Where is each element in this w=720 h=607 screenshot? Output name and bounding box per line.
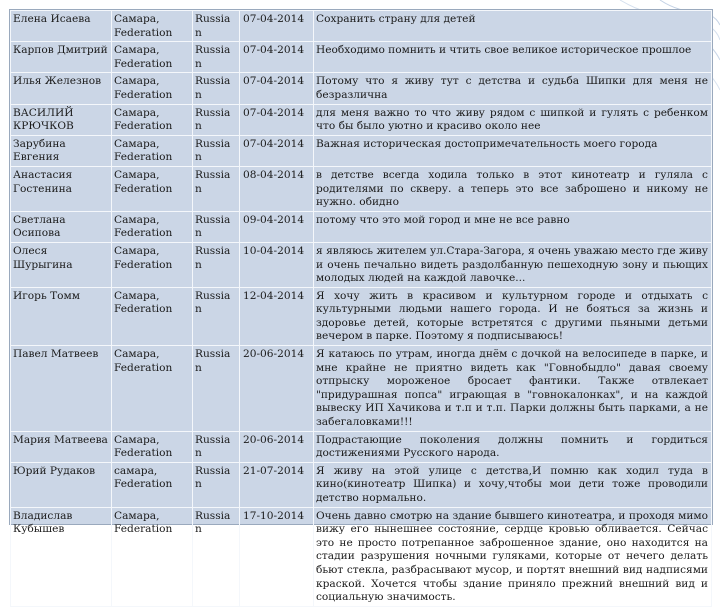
signer-comment: Потому что я живу тут с детства и судьба Шипки для меня не безразлична <box>314 73 712 104</box>
signatures-table <box>10 10 712 607</box>
table-row <box>11 73 712 104</box>
signature-date: 07-04-2014 <box>240 73 314 104</box>
table-row <box>11 346 712 432</box>
signer-country: Russian <box>193 287 240 345</box>
table-row <box>11 242 712 287</box>
signer-name: Владислав Кубышев <box>11 507 112 606</box>
signer-comment: Я хочу жить в красивом и культурном городе и отдыхать с культурными людьми нашего города. И не бояться за жизнь и здоровье детей, которые встретятся с другими пьяными детьми вечером в парке. Поэтому я подписываюсь! <box>314 287 712 345</box>
signer-city: Самара, Federation <box>112 211 193 242</box>
signer-name: Илья Железнов <box>11 73 112 104</box>
table-row <box>11 211 712 242</box>
signer-comment: Я живу на этой улице с детства,И помню как ходил туда в кино(кинотеатр Шипка) и хочу,чтобы мои дети тоже проводили детство нормально. <box>314 462 712 507</box>
table-row <box>11 431 712 462</box>
signer-country: Russian <box>193 346 240 432</box>
signer-city: Самара, Federation <box>112 346 193 432</box>
signer-comment: Важная историческая достопримечательность моего города <box>314 135 712 166</box>
signer-country: Russian <box>193 166 240 211</box>
signature-date: 08-04-2014 <box>240 166 314 211</box>
signer-country: Russian <box>193 431 240 462</box>
signer-city: Самара, Federation <box>112 42 193 73</box>
signer-city: самара, Federation <box>112 462 193 507</box>
signer-name: Павел Матвеев <box>11 346 112 432</box>
table-row <box>11 166 712 211</box>
signer-comment: для меня важно то что живу рядом с шипкой и гулять с ребенком что бы было уютно и красиво около нее <box>314 104 712 135</box>
signature-date: 10-04-2014 <box>240 242 314 287</box>
signer-country: Russian <box>193 211 240 242</box>
signer-name: Анастасия Гостенина <box>11 166 112 211</box>
signer-country: Russian <box>193 462 240 507</box>
signature-date: 07-04-2014 <box>240 104 314 135</box>
signer-name: ВАСИЛИЙ КРЮЧКОВ <box>11 104 112 135</box>
signer-country: Russian <box>193 73 240 104</box>
signer-name: Игорь Томм <box>11 287 112 345</box>
signer-city: Самара, Federation <box>112 507 193 606</box>
signature-date: 09-04-2014 <box>240 211 314 242</box>
signer-comment: в детстве всегда ходила только в этот кинотеатр и гуляла с родителями по скверу. а теперь это все заброшено и никому не нужно. обидно <box>314 166 712 211</box>
signer-country: Russian <box>193 242 240 287</box>
signer-city: Самара, Federation <box>112 73 193 104</box>
signatures-table-panel <box>9 9 713 604</box>
signer-name: Зарубина Евгения <box>11 135 112 166</box>
table-row <box>11 135 712 166</box>
signer-name: Юрий Рудаков <box>11 462 112 507</box>
table-row <box>11 507 712 606</box>
signer-country: Russian <box>193 104 240 135</box>
signer-comment: Очень давно смотрю на здание бывшего кинотеатра, и проходя мимо вижу его нынешнее состояние, сердце кровью обливается. Сейчас это не просто потрепанное заброшенное здание, оно находится на стадии разрушения ночными гуляками, которые от нечего делать бьют стекла, разбрасывают мусор, и портят внешний вид надписями краской. Хочется чтобы здание приняло прежний внешний вид и социальную значимость. <box>314 507 712 606</box>
signer-name: Елена Исаева <box>11 11 112 42</box>
table-row <box>11 42 712 73</box>
signer-comment: я являюсь жителем ул.Стара-Загора, я очень уважаю место где живу и очень печально видеть раздолбанную пешеходную зону и пьющих молодых людей на каждой лавочке... <box>314 242 712 287</box>
signature-date: 21-07-2014 <box>240 462 314 507</box>
signer-comment: потому что это мой город и мне не все равно <box>314 211 712 242</box>
signer-name: Олеся Шурыгина <box>11 242 112 287</box>
signer-country: Russian <box>193 507 240 606</box>
signature-date: 07-04-2014 <box>240 135 314 166</box>
signer-country: Russian <box>193 42 240 73</box>
signer-name: Карпов Дмитрий <box>11 42 112 73</box>
signer-city: Самара, Federation <box>112 135 193 166</box>
signature-date: 17-10-2014 <box>240 507 314 606</box>
table-row <box>11 11 712 42</box>
signer-city: Самара, Federation <box>112 242 193 287</box>
table-row <box>11 287 712 345</box>
signer-city: Самара, Federation <box>112 104 193 135</box>
signer-city: Самара, Federation <box>112 11 193 42</box>
signer-comment: Я катаюсь по утрам, иногда днём с дочкой на велосипеде в парке, и мне крайне не приятно видеть как "Говнобыдло" давая своему отпрыску мороженое бросает фантики. Также отвлекает "придурашная попса" играющая в "говнокалонках", и на каждой вывеску ИП Хачикова и т.п и т.п. Парки должны быть парками, а не забегаловками!!! <box>314 346 712 432</box>
signer-city: Самара, Federation <box>112 431 193 462</box>
signer-comment: Необходимо помнить и чтить свое великое историческое прошлое <box>314 42 712 73</box>
signer-comment: Сохранить страну для детей <box>314 11 712 42</box>
signer-city: Самара, Federation <box>112 287 193 345</box>
signature-date: 20-06-2014 <box>240 431 314 462</box>
signer-name: Мария Матвеева <box>11 431 112 462</box>
table-row <box>11 462 712 507</box>
signer-city: Самара, Federation <box>112 166 193 211</box>
signer-country: Russian <box>193 11 240 42</box>
signer-name: Светлана Осипова <box>11 211 112 242</box>
signature-date: 07-04-2014 <box>240 11 314 42</box>
signer-comment: Подрастающие поколения должны помнить и гордиться достижениями Русского народа. <box>314 431 712 462</box>
table-row <box>11 104 712 135</box>
signature-date: 07-04-2014 <box>240 42 314 73</box>
signature-date: 12-04-2014 <box>240 287 314 345</box>
signer-country: Russian <box>193 135 240 166</box>
signature-date: 20-06-2014 <box>240 346 314 432</box>
